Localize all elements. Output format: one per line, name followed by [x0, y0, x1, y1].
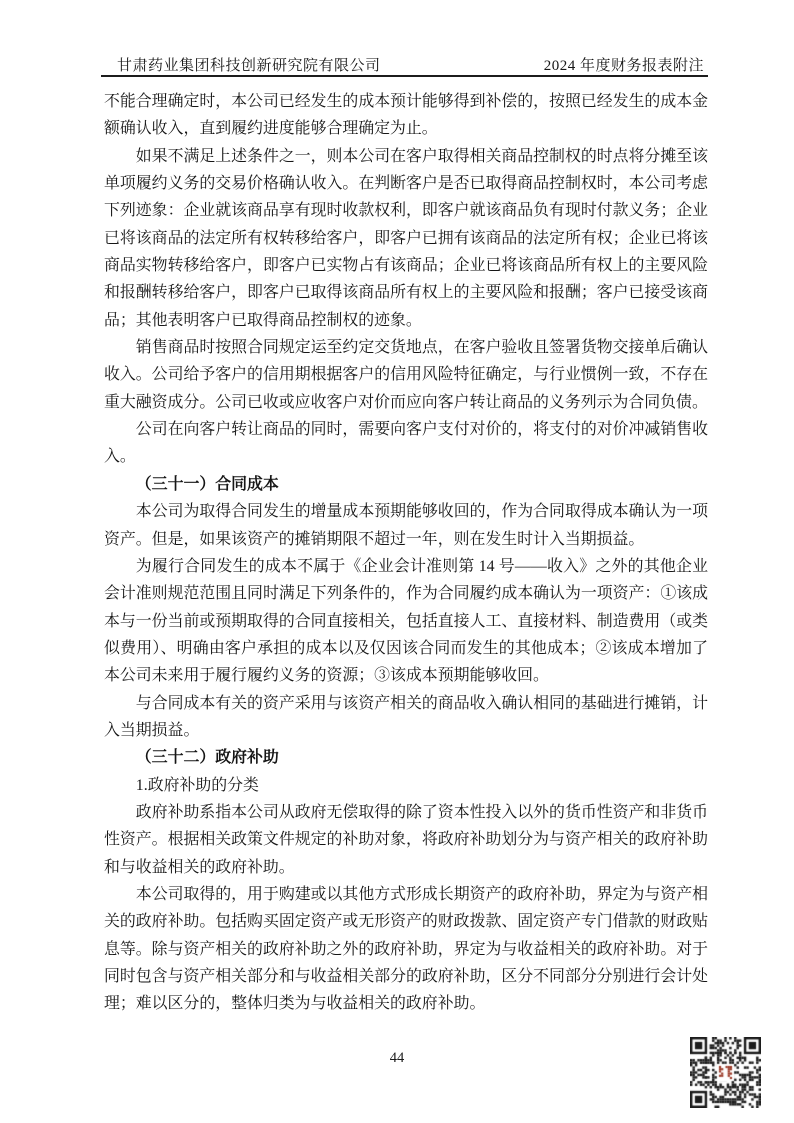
- qr-code: [690, 1037, 761, 1108]
- page-header: [101, 54, 708, 78]
- paragraph: 政府补助系指本公司从政府无偿取得的除了资本性投入以外的货币性资产和非货币性资产。根据相关政策文件规定的补助对象，将政府补助划分为与资产相关的政府补助和与收益相关的政府补助。: [104, 803, 708, 876]
- header-rule: [101, 75, 708, 77]
- page-number: 44: [389, 1050, 405, 1066]
- document-body: [104, 88, 708, 1018]
- paragraph: 销售商品时按照合同规定运至约定交货地点，在客户验收且签署货物交接单后确认收入。公司给予客户的信用期根据客户的信用风险特征确定，与行业惯例一致，不存在重大融资成分。公司已收或应收客户对价而应向客户转让商品的义务列示为合同负债。: [104, 339, 708, 411]
- paragraph: 本公司取得的，用于购建或以其他方式形成长期资产的政府补助，界定为与资产相关的政府补助。包括购买固定资产或无形资产的财政拨款、固定资产专门借款的财政贴息等。除与资产相关的政府补助之外的政府补助，界定为与收益相关的政府补助。对于同时包含与资产相关部分和与收益相关部分的政府补助，区分不同部分分别进行会计处理；难以区分的，整体归类为与收益相关的政府补助。: [104, 885, 708, 1013]
- header-doc-title: 2024 年度财务报表附注: [543, 58, 704, 74]
- paragraph: 公司在向客户转让商品的同时，需要向客户支付对价的，将支付的对价冲减销售收入。: [104, 421, 708, 466]
- header-company-name: 甘肃药业集团科技创新研究院有限公司: [117, 58, 381, 74]
- section-heading-contract-cost: （三十一）合同成本: [135, 475, 279, 493]
- paragraph: 如果不满足上述条件之一，则本公司在客户取得相关商品控制权的时点将分摊至该单项履约义务的交易价格确认收入。在判断客户是否已取得商品控制权时，本公司考虑下列迹象：企业就该商品享有现时收款权利，即客户就该商品负有现时付款义务；企业已将该商品的法定所有权转移给客户，即客户已拥有该商品的法定所有权；企业已将该商品实物转移给客户，即客户已实物占有该商品；企业已将该商品所有权上的主要风险和报酬转移给客户，即客户已取得该商品所有权上的主要风险和报酬；客户已接受该商品；其他表明客户已取得商品控制权的迹象。: [104, 147, 708, 329]
- section-heading-government-grants: （三十二）政府补助: [135, 749, 279, 767]
- paragraph: 本公司为取得合同发生的增量成本预期能够收回的，作为合同取得成本确认为一项资产。但是，如果该资产的摊销期限不超过一年，则在发生时计入当期损益。: [104, 503, 708, 548]
- paragraph: 与合同成本有关的资产采用与该资产相关的商品收入确认相同的基础进行摊销，计入当期损益。: [104, 694, 708, 739]
- paragraph: 为履行合同发生的成本不属于《企业会计准则第 14 号——收入》之外的其他企业会计准则规范范围且同时满足下列条件的，作为合同履约成本确认为一项资产：①该成本与一份当前或预期取得的合同直接相关，包括直接人工、直接材料、制造费用（或类似费用）、明确由客户承担的成本以及仅因该合同而发生的其他成本；②该成本增加了本公司未来用于履行履约义务的资源；③该成本预期能够收回。: [104, 557, 708, 685]
- sub-item-grant-classification: 1.政府补助的分类: [135, 776, 259, 794]
- paragraph: 不能合理确定时，本公司已经发生的成本预计能够得到补偿的，按照已经发生的成本金额确认收入，直到履约进度能够合理确定为止。: [104, 93, 708, 138]
